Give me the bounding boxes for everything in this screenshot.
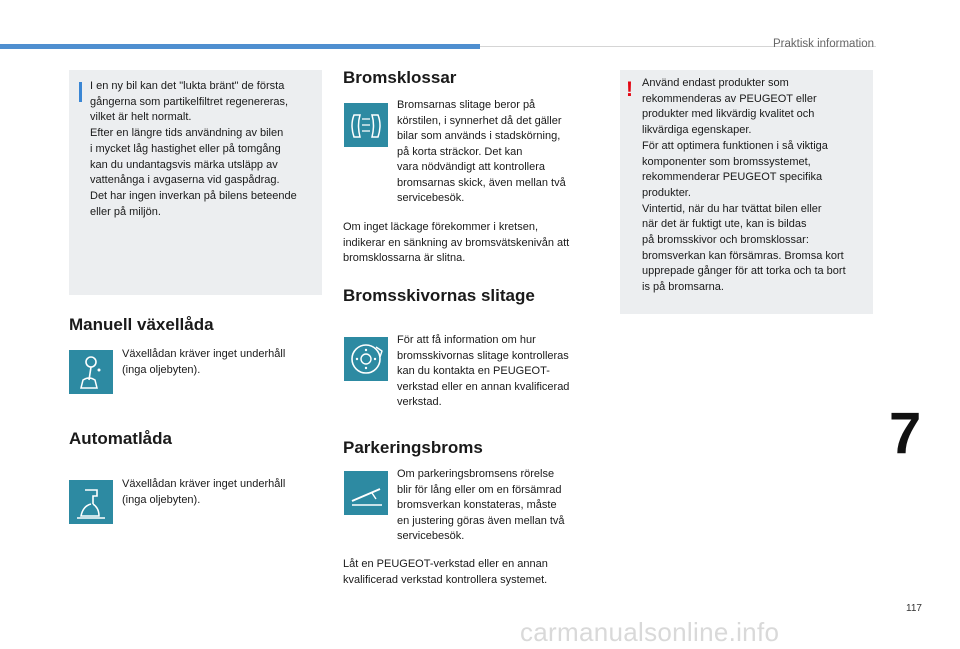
brake-disc-icon: [344, 337, 388, 381]
brake-discs-heading: Bromsskivornas slitage: [343, 286, 535, 305]
automatic-gearbox-heading: Automatlåda: [69, 429, 172, 448]
automatic-gearbox-text: Växellådan kräver inget underhåll (inga oljebyten).: [122, 478, 286, 506]
brake-pads-text: Bromsarnas slitage beror på körstilen, i synnerhet då det gäller bilar som används i stadskörning, på korta sträckor. Det kan vara nödvändigt att kontrollera bromsarnas skick, även mellan två servicebesök.: [397, 99, 566, 204]
brake-pads-note: Om inget läckage förekommer i kretsen, indikerar en sänkning av bromsvätskenivån att bromsklossarna är slitna.: [343, 221, 570, 264]
warning-box: [620, 70, 873, 314]
manual-gear-lever-icon: [69, 350, 113, 394]
watermark: carmanualsonline.info: [520, 617, 780, 647]
page-number: 117: [906, 603, 922, 614]
section-title: Praktisk information: [773, 38, 874, 50]
info-box: [69, 70, 322, 295]
manual-gearbox-text: Växellådan kräver inget underhåll (inga oljebyten).: [122, 348, 286, 376]
brake-pads-heading: Bromsklossar: [343, 68, 457, 87]
info-box-text: I en ny bil kan det "lukta bränt" de första gångerna som partikelfiltret regenereras, vilket är helt normalt. Efter en längre tids användning av bilen i mycket låg hastighet eller på tomgång kan du undantagsvis märka utsläpp av vattenånga i avgaserna vid gaspådrag. Det har ingen inverkan på bilens beteende eller på miljön.: [90, 80, 297, 218]
manual-gearbox-heading: Manuell växellåda: [69, 315, 214, 334]
header-accent-bar: [0, 44, 480, 49]
warning-exclamation-icon: !: [626, 78, 633, 101]
info-icon: [79, 82, 82, 102]
warning-box-text: Använd endast produkter som rekommenderas av PEUGEOT eller produkter med likvärdig kvalitet och likvärdiga egenskaper. För att optimera funktionen i så viktiga komponenter som bromssystemet, rekommenderar PEUGEOT specifika produkter. Vintertid, när du har tvättat bilen eller när det är fuktigt ute, kan is bildas på bromsskivor och bromsklossar: bromsverkan kan försämras. Bromsa kort upprepade gånger för att torka och ta bort is på bromsarna.: [642, 77, 846, 294]
parking-brake-note: Låt en PEUGEOT-verkstad eller en annan kvalificerad verkstad kontrollera systemet.: [343, 558, 548, 586]
parking-brake-lever-icon: [344, 471, 388, 515]
brake-pads-icon: [344, 103, 388, 147]
automatic-gear-selector-icon: [69, 480, 113, 524]
brake-discs-text: För att få information om hur bromsskivornas slitage kontrolleras kan du kontakta en PEUGEOT- verkstad eller en annan kvalificerad verkstad.: [397, 334, 570, 408]
parking-brake-heading: Parkeringsbroms: [343, 438, 483, 457]
parking-brake-text: Om parkeringsbromsens rörelse blir för lång eller om en försämrad bromsverkan konstateras, måste en justering göras även mellan två servicebesök.: [397, 468, 565, 542]
chapter-number: 7: [889, 401, 922, 466]
